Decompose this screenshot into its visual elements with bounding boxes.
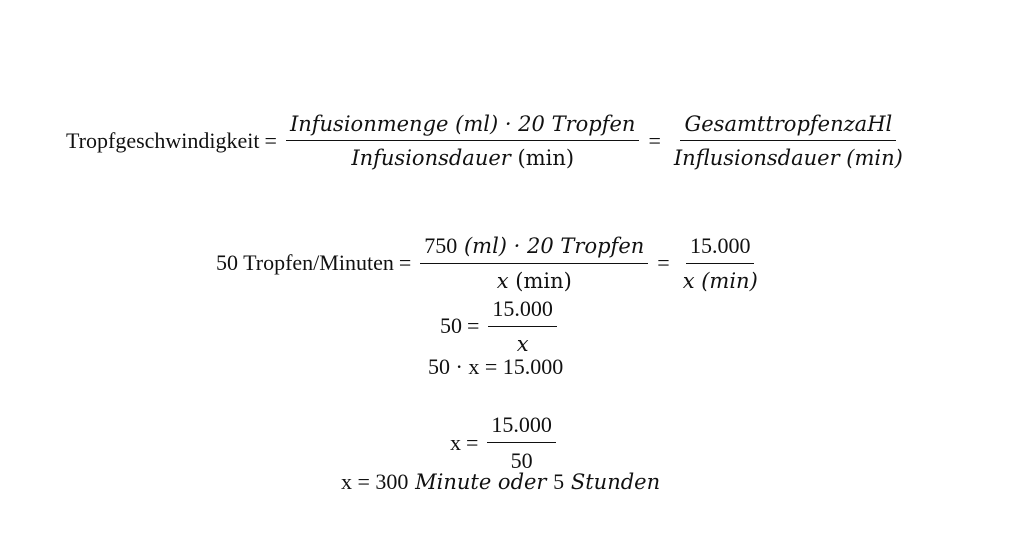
equation-lhs: x <box>450 430 461 455</box>
equation-result <box>341 469 660 495</box>
fraction-denominator: Influsionsdauer (min) <box>673 146 903 170</box>
fraction-total-over-x <box>488 296 557 356</box>
fraction-numerator: GesamttropfenzaHl <box>680 112 896 141</box>
drip-rate-value-label: 50 Tropfen/Minuten <box>216 250 394 275</box>
fraction-numerator: 15.000 <box>487 412 556 443</box>
equation-solve-x <box>450 412 560 474</box>
equation-substituted-values <box>216 233 766 293</box>
fraction-numerator: 15.000 <box>488 296 557 327</box>
equals-sign: = <box>467 313 480 338</box>
equals-sign: = <box>648 128 661 153</box>
result-unit-minutes: Minute oder <box>415 470 547 494</box>
fraction-denominator: 50 <box>510 448 533 473</box>
fraction-volume-substituted <box>420 233 648 293</box>
drip-rate-label: Tropfgeschwindigkeit <box>66 128 260 153</box>
fraction-numerator: Infusionmenge (ml) · 20 Tropfen <box>286 112 640 141</box>
equation-multiplied: 50 · x = 15.000 <box>428 354 564 379</box>
fraction-denominator: Infusionsdauer (min) <box>351 146 575 170</box>
fraction-denominator: x <box>516 332 529 356</box>
equals-sign: = <box>466 430 479 455</box>
equation-simplified <box>440 296 561 356</box>
equals-sign: = <box>264 128 277 153</box>
equals-sign: = <box>398 250 412 275</box>
fraction-numerator: 15.000 <box>686 233 755 264</box>
fraction-numerator: 750 (ml) · 20 Tropfen <box>420 233 648 264</box>
equation-lhs: 50 <box>440 313 462 338</box>
result-unit-hours: Stunden <box>570 470 661 494</box>
fraction-infusion-volume <box>286 112 640 170</box>
equation-drip-rate-formula <box>66 112 911 170</box>
fraction-denominator: x (min) <box>682 269 758 293</box>
result-hours-value: 5 <box>553 469 565 494</box>
equals-sign: = <box>657 250 670 275</box>
fraction-total-drops <box>670 112 907 170</box>
fraction-total-drops-value <box>679 233 762 293</box>
result-value: x = 300 <box>341 469 409 494</box>
fraction-total-over-rate <box>487 412 556 474</box>
fraction-denominator: x (min) <box>496 269 572 293</box>
